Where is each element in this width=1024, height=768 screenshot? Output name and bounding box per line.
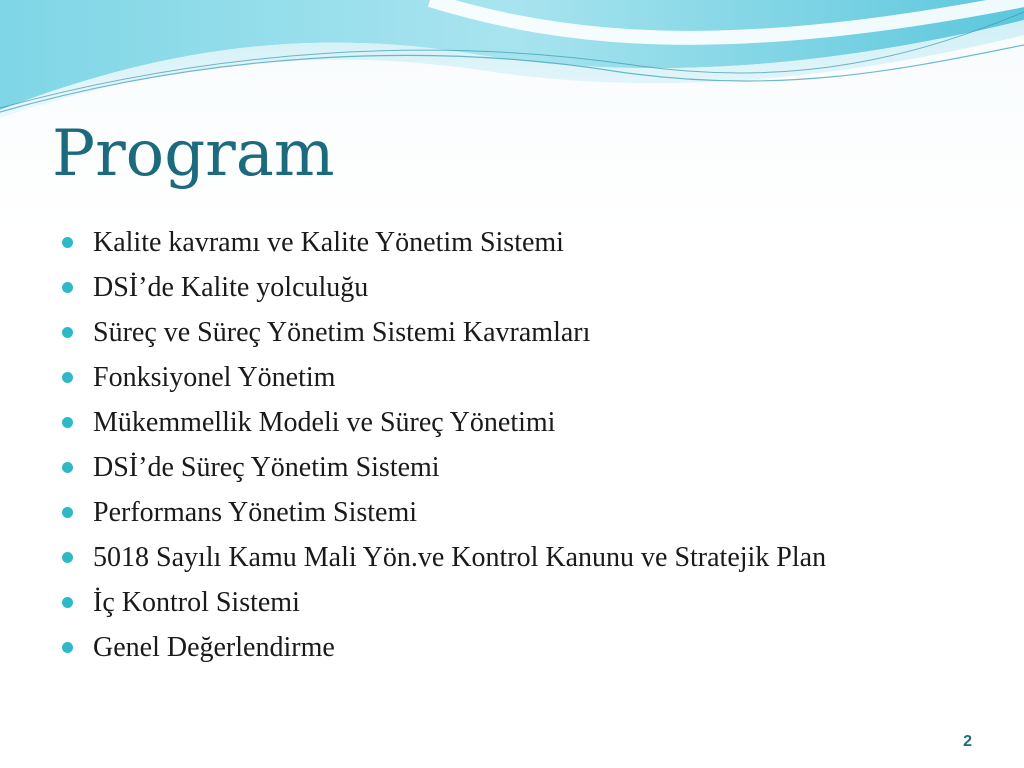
list-item — [62, 535, 826, 580]
bullet-dot-icon — [62, 372, 73, 383]
list-item — [62, 445, 826, 490]
bullet-dot-icon — [62, 507, 73, 518]
list-item — [62, 580, 826, 625]
bullet-dot-icon — [62, 597, 73, 608]
page-number: 2 — [963, 733, 972, 750]
list-item — [62, 355, 826, 400]
list-item-text: Kalite kavramı ve Kalite Yönetim Sistemi — [93, 226, 564, 258]
list-item-text: DSİ’de Kalite yolculuğu — [93, 271, 369, 303]
slide-title: Program — [52, 117, 335, 191]
list-item-text: Performans Yönetim Sistemi — [93, 496, 418, 528]
bullet-list — [62, 220, 826, 670]
header-wave-decoration — [0, 0, 1024, 130]
list-item — [62, 310, 826, 355]
bullet-dot-icon — [62, 282, 73, 293]
list-item — [62, 220, 826, 265]
list-item — [62, 400, 826, 445]
list-item-text: Genel Değerlendirme — [93, 631, 335, 663]
list-item-text: İç Kontrol Sistemi — [93, 586, 300, 618]
bullet-dot-icon — [62, 327, 73, 338]
list-item-text: 5018 Sayılı Kamu Mali Yön.ve Kontrol Kanunu ve Stratejik Plan — [93, 541, 827, 573]
bullet-dot-icon — [62, 417, 73, 428]
list-item — [62, 625, 826, 670]
bullet-dot-icon — [62, 552, 73, 563]
list-item-text: Mükemmellik Modeli ve Süreç Yönetimi — [93, 406, 556, 438]
list-item — [62, 265, 826, 310]
list-item-text: Fonksiyonel Yönetim — [93, 361, 336, 393]
bullet-dot-icon — [62, 462, 73, 473]
bullet-dot-icon — [62, 642, 73, 653]
list-item-text: DSİ’de Süreç Yönetim Sistemi — [93, 451, 440, 483]
bullet-dot-icon — [62, 237, 73, 248]
list-item-text: Süreç ve Süreç Yönetim Sistemi Kavramları — [93, 316, 591, 348]
list-item — [62, 490, 826, 535]
